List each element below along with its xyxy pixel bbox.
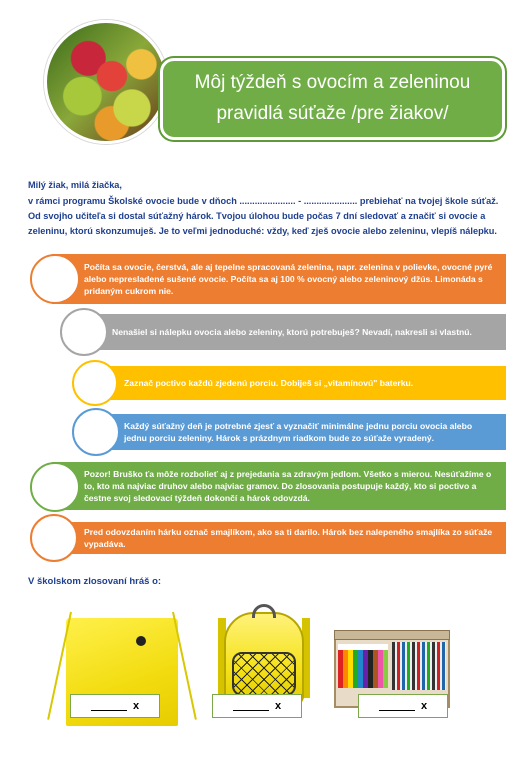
rule-bar xyxy=(92,366,506,400)
rule-item xyxy=(0,462,530,510)
rule-bar xyxy=(52,522,506,554)
rule-item xyxy=(0,414,530,450)
count-blank xyxy=(233,701,269,711)
rule-circle xyxy=(60,308,108,356)
rule-text: Každý súťažný deň je potrebné zjesť a vyznačiť minimálne jednu porciu ovocia alebo jednu porciu zeleniny. Hárok s prázdnym riadkom bude zo súťaže vyradený. xyxy=(124,421,473,443)
rule-circle xyxy=(30,254,80,304)
title-banner xyxy=(160,58,505,140)
rule-text: Pred odovzdaním hárku označ smajlíkom, ako sa ti darilo. Hárok bez nalepeného smajlíka zo súťaže vypadáva. xyxy=(84,527,493,549)
prize-label-box xyxy=(212,694,302,718)
art-set-lid xyxy=(334,630,450,640)
art-set-crayons xyxy=(338,644,388,688)
art-set-pens xyxy=(392,642,446,690)
count-mark: x xyxy=(274,700,282,712)
rule-item xyxy=(0,366,530,400)
greeting: Milý žiak, milá žiačka, xyxy=(28,180,122,190)
rule-item xyxy=(0,522,530,554)
rule-text: Zaznač poctivo každú zjedenú porciu. Dobiješ si „vitamínovú" baterku. xyxy=(124,378,414,388)
rule-bar xyxy=(92,414,506,450)
fruit-photo xyxy=(44,20,168,144)
prize-label-box xyxy=(70,694,160,718)
rule-item xyxy=(0,254,530,304)
intro-line: v rámci programu Školské ovocie bude v dňoch ...................... - ..................... prebiehať na tvojej škole súťaž. xyxy=(28,196,499,206)
page-subtitle: pravidlá súťaže /pre žiakov/ xyxy=(216,103,449,124)
rule-item xyxy=(0,314,530,350)
count-blank xyxy=(379,701,415,711)
rule-text: Nenašiel si nálepku ovocia alebo zeleniny, ktorú potrebuješ? Nevadí, nakresli si vlastnú. xyxy=(112,327,472,337)
intro-paragraph xyxy=(28,194,506,239)
page-title: Môj týždeň s ovocím a zeleninou xyxy=(194,72,471,93)
prizes-heading: V školskom zlosovaní hráš o: xyxy=(28,576,162,587)
rule-circle xyxy=(30,462,80,512)
rule-circle xyxy=(72,360,118,406)
rule-bar xyxy=(80,314,506,350)
count-blank xyxy=(91,701,127,711)
bag-grommet xyxy=(136,636,146,646)
backpack-pocket xyxy=(232,652,296,696)
prize-label-box xyxy=(358,694,448,718)
rule-circle xyxy=(72,408,120,456)
rule-circle xyxy=(30,514,78,562)
count-mark: x xyxy=(132,700,140,712)
intro-line: Od svojho učiteľa si dostal súťažný hárok. Tvojou úlohou bude počas 7 dní sledovať a značiť si ovocie a xyxy=(28,211,486,221)
rule-text: Pozor! Bruško ťa môže rozbolieť aj z prejedania sa zdravým jedlom. Všetko s mierou. Nesúťažíme o to, kto má najviac druhov alebo najviac gramov. Do zlosovania postupuje každý, kto si poctivo a čestne svoj sledovací týždeň dokončí a hárok odovzdá. xyxy=(84,469,492,503)
backpack-handle xyxy=(252,604,276,618)
intro-line: zeleninu, ktorú skonzumuješ. Je to veľmi jednoduché: vždy, keď zješ ovocie alebo zeleninu, vlepíš nálepku. xyxy=(28,226,497,236)
rule-text: Počíta sa ovocie, čerstvá, ale aj tepelne spracovaná zelenina, napr. zelenina v polievke, ovocné pyré alebo nepresladené sušené ovocie. Počíta sa aj 100 % ovocný alebo zeleninový džús. Limonáda s pridaným cukrom nie. xyxy=(84,262,493,296)
rule-bar xyxy=(52,254,506,304)
rule-bar xyxy=(52,462,506,510)
count-mark: x xyxy=(420,700,428,712)
